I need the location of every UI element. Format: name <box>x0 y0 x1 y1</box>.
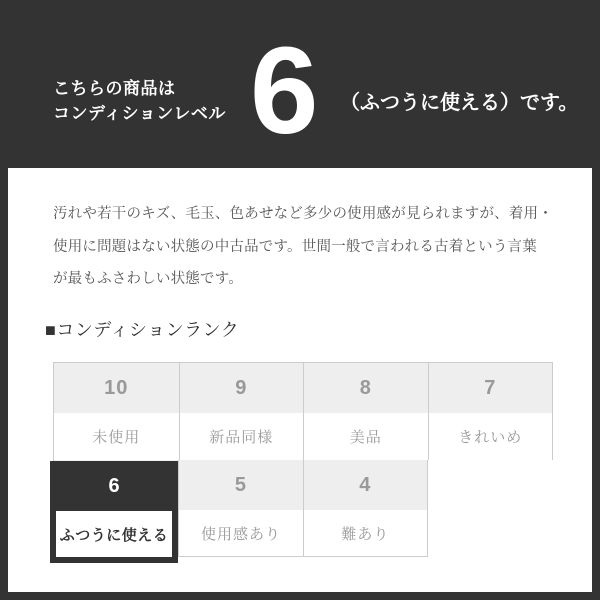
condition-header <box>0 0 600 168</box>
rank-7-number: 7 <box>428 363 553 413</box>
rank-6-highlight-block <box>50 461 178 563</box>
content-sheet <box>8 168 592 592</box>
rank-6-label: ふつうに使える <box>56 511 172 557</box>
rank-4-number: 4 <box>303 460 427 510</box>
condition-level-suffix: （ふつうに使える）です。 <box>340 92 579 114</box>
intro-line-2: コンディションレベル <box>53 104 226 123</box>
rank-9-label: 新品同様 <box>179 413 304 460</box>
description-line-1: 汚れや若干のキズ、毛玉、色あせなど多少の使用感が見られますが、着用・ <box>53 206 553 222</box>
rank-5-number: 5 <box>178 460 302 510</box>
rank-6-number: 6 <box>108 474 120 497</box>
condition-level-number: 6 <box>250 23 319 160</box>
rank-8-number: 8 <box>303 363 428 413</box>
condition-description <box>53 198 553 296</box>
condition-intro-text <box>53 76 226 126</box>
condition-rank-table-top <box>53 362 553 460</box>
rank-7-label: きれいめ <box>428 413 553 460</box>
intro-line-1: こちらの商品は <box>53 79 176 98</box>
rank-8-label: 美品 <box>303 413 428 460</box>
rank-4-label: 難あり <box>303 510 427 556</box>
description-line-2: 使用に問題はない状態の中古品です。世間一般で言われる古着という言葉 <box>53 238 537 255</box>
description-line-3: が最もふさわしい状態です。 <box>53 271 243 287</box>
rank-10-number: 10 <box>54 363 179 413</box>
condition-rank-heading: ■コンディションランク <box>45 320 240 340</box>
rank-5-label: 使用感あり <box>178 510 302 556</box>
rank-10-label: 未使用 <box>54 413 179 460</box>
rank-9-number: 9 <box>179 363 304 413</box>
